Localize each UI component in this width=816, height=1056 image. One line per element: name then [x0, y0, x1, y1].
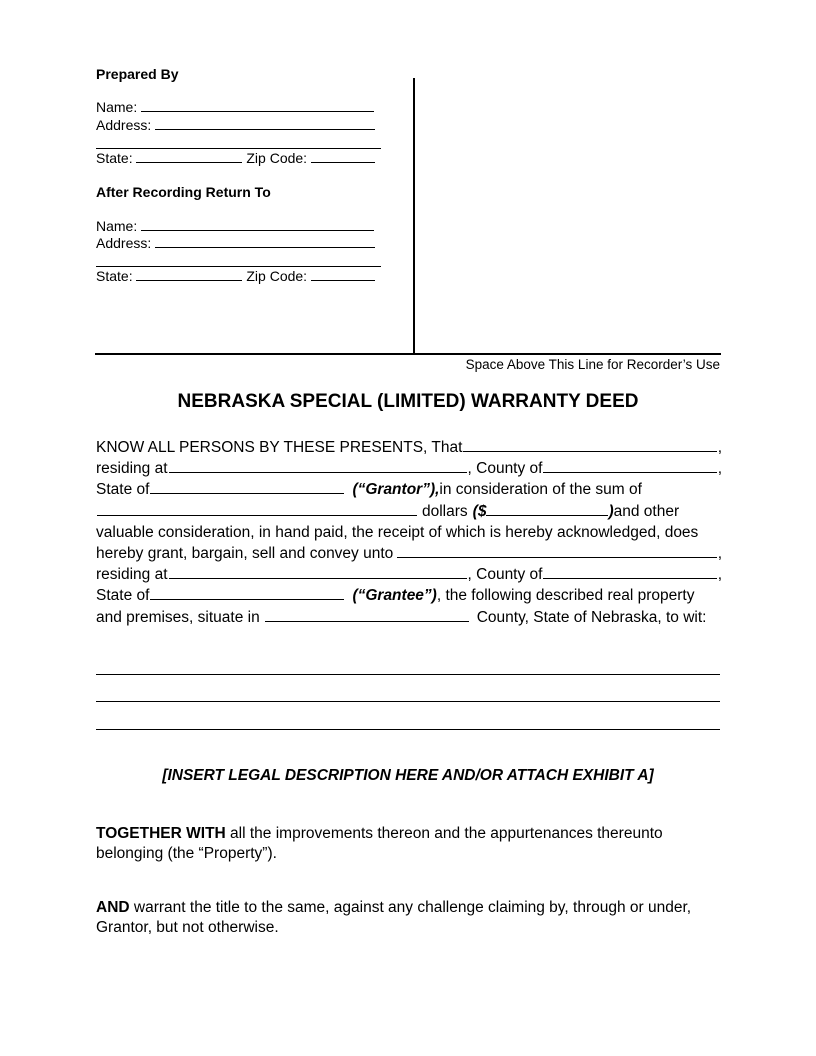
- return-to-name-row: [96, 218, 374, 234]
- body-l7-a: residing at: [96, 566, 168, 584]
- prepared-by-heading: Prepared By: [96, 66, 179, 82]
- body-l9-b: County, State of Nebraska, to wit:: [476, 608, 707, 626]
- body-l2-b: , County of: [467, 460, 543, 478]
- grantor-term: (“Grantor”),: [352, 481, 440, 499]
- body-l5: valuable consideration, in hand paid, the receipt of which is hereby acknowledged, does: [96, 523, 699, 541]
- warrant-text-1: warrant the title to the same, against any challenge claiming by, through or under,: [129, 899, 692, 916]
- body-l8-c: , the following described real property: [436, 587, 695, 605]
- prepared-by-zip-field[interactable]: [311, 150, 375, 163]
- prepared-by-name-field[interactable]: [141, 99, 374, 112]
- return-to-name-field[interactable]: [141, 218, 374, 231]
- grantor-county-field[interactable]: [543, 458, 716, 473]
- grantor-name-field[interactable]: [463, 437, 716, 452]
- return-to-zip-field[interactable]: [311, 268, 375, 281]
- legal-description-note: [INSERT LEGAL DESCRIPTION HERE AND/OR ATTACH EXHIBIT A]: [162, 767, 654, 784]
- recorder-note: Space Above This Line for Recorder’s Use: [465, 357, 720, 372]
- dollar-close: ): [608, 502, 614, 520]
- recorder-divider-vertical: [413, 78, 415, 355]
- together-with-text-2: belonging (the “Property”).: [96, 845, 277, 862]
- return-to-address-field[interactable]: [155, 235, 375, 248]
- prepared-by-address-line2[interactable]: [96, 148, 381, 149]
- warrant-paragraph: [96, 898, 722, 938]
- recorder-divider-horizontal: [95, 353, 721, 355]
- grantee-county-field[interactable]: [543, 564, 716, 579]
- legal-description-line-2[interactable]: [96, 701, 720, 702]
- return-to-state-field[interactable]: [136, 268, 242, 281]
- page-title: NEBRASKA SPECIAL (LIMITED) WARRANTY DEED: [177, 391, 639, 412]
- return-to-state-label: State:: [96, 268, 133, 284]
- grantee-residence-field[interactable]: [169, 564, 467, 579]
- body-l9-a: and premises, situate in: [96, 608, 260, 626]
- body-l4-d: and other: [613, 502, 680, 520]
- body-l2-c: ,: [717, 460, 722, 478]
- together-with-text-1: all the improvements thereon and the appurtenances thereunto: [225, 825, 663, 842]
- return-to-address-row: [96, 235, 375, 251]
- prepared-by-zip-label: Zip Code:: [246, 150, 308, 166]
- prepared-by-address-label: Address:: [96, 117, 152, 133]
- body-l6-b: ,: [717, 545, 722, 563]
- prepared-by-state-zip-row: [96, 150, 375, 166]
- return-to-heading: After Recording Return To: [96, 184, 271, 200]
- return-to-address-label: Address:: [96, 235, 152, 251]
- consideration-amount-field[interactable]: [486, 501, 608, 516]
- grantor-state-field[interactable]: [150, 479, 344, 494]
- grantee-term: (“Grantee”): [352, 587, 437, 605]
- prepared-by-state-field[interactable]: [136, 150, 242, 163]
- grantee-state-field[interactable]: [150, 585, 344, 600]
- deed-body: [96, 437, 722, 628]
- property-county-field[interactable]: [265, 607, 469, 622]
- dollar-sign: ($: [472, 502, 487, 520]
- prepared-by-name-row: [96, 99, 374, 115]
- return-to-state-zip-row: [96, 268, 375, 284]
- return-to-address-line2[interactable]: [96, 266, 381, 267]
- together-with-lead: TOGETHER WITH: [96, 825, 226, 842]
- body-l7-b: , County of: [467, 566, 543, 584]
- return-to-name-label: Name:: [96, 218, 138, 234]
- warrant-lead: AND: [96, 899, 130, 916]
- body-l4-a: dollars: [422, 502, 468, 520]
- body-l1-a: KNOW ALL PERSONS BY THESE PRESENTS, That: [96, 439, 463, 456]
- body-l1-b: ,: [717, 439, 722, 456]
- prepared-by-state-label: State:: [96, 150, 133, 166]
- body-l3-c: in consideration of the sum of: [439, 481, 642, 499]
- consideration-words-field[interactable]: [97, 501, 417, 516]
- body-l3-a: State of: [96, 481, 150, 499]
- together-with-paragraph: [96, 824, 722, 864]
- return-to-zip-label: Zip Code:: [246, 268, 308, 284]
- legal-description-line-1[interactable]: [96, 674, 720, 675]
- body-l7-c: ,: [717, 566, 722, 584]
- body-l2-a: residing at: [96, 460, 168, 478]
- prepared-by-address-field[interactable]: [155, 117, 375, 130]
- legal-description-line-3[interactable]: [96, 729, 720, 730]
- grantor-residence-field[interactable]: [169, 458, 467, 473]
- body-l6-a: hereby grant, bargain, sell and convey unto: [96, 545, 394, 563]
- grantee-name-field[interactable]: [397, 543, 716, 558]
- body-l8-a: State of: [96, 587, 150, 605]
- prepared-by-name-label: Name:: [96, 99, 138, 115]
- warrant-text-2: Grantor, but not otherwise.: [96, 919, 279, 936]
- prepared-by-address-row: [96, 117, 375, 133]
